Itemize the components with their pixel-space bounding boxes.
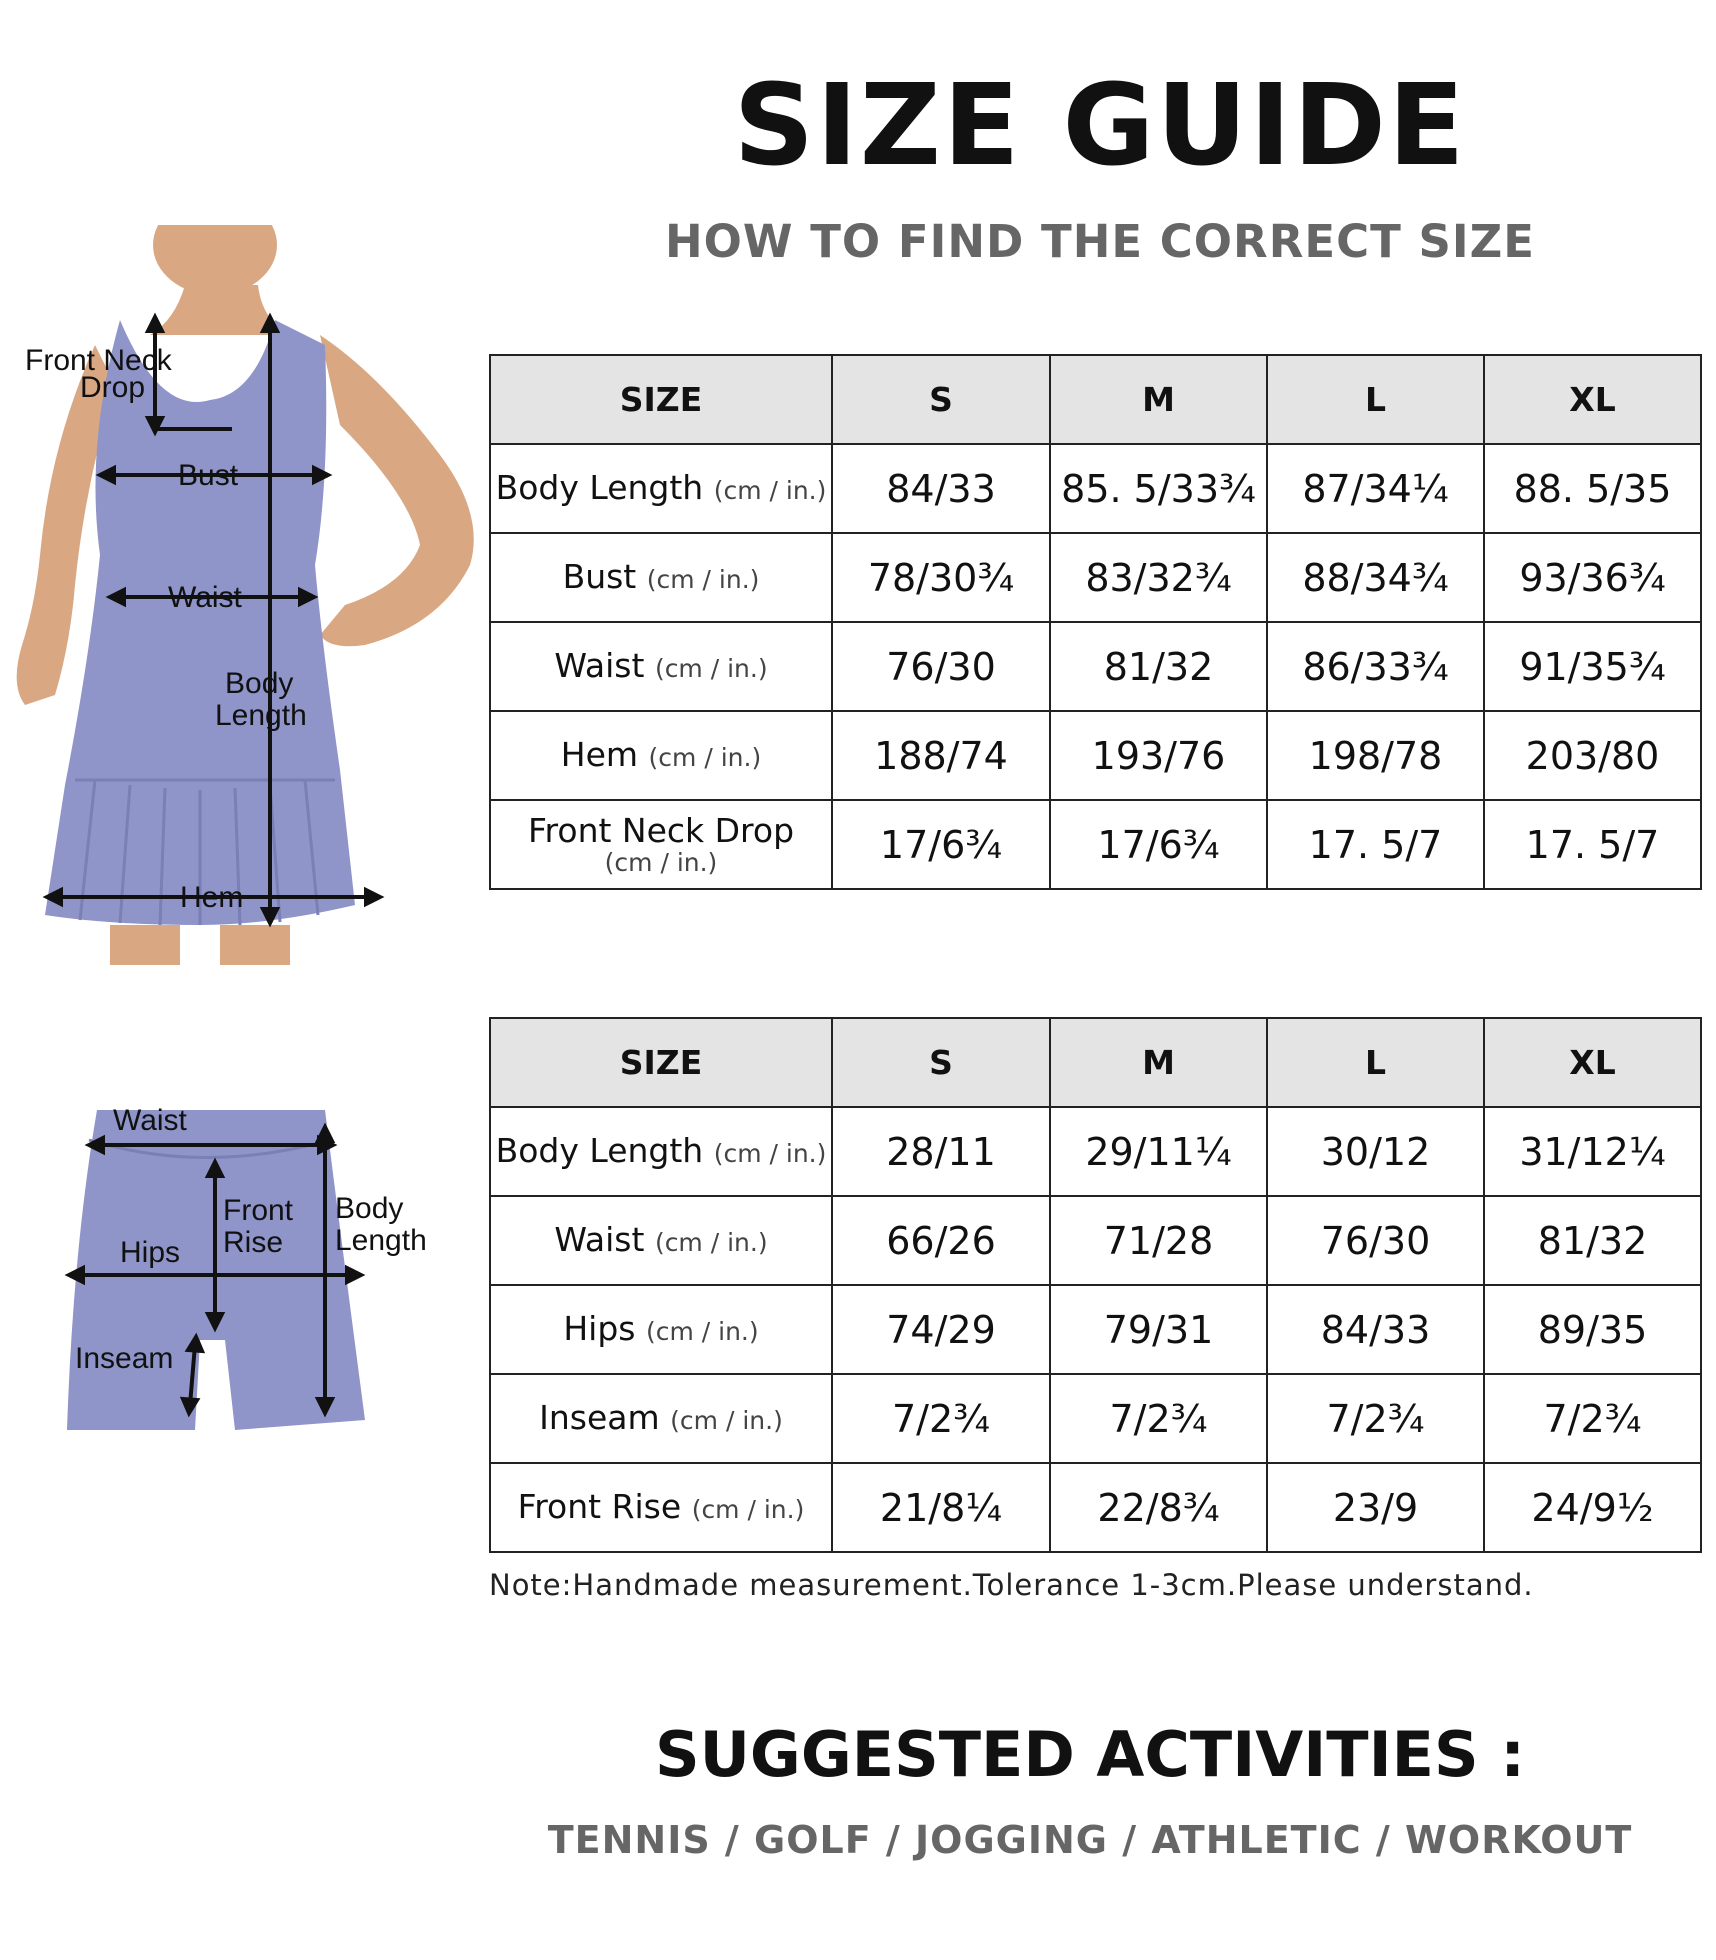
table-row [490, 1196, 1701, 1285]
table-cell: 74/29 [832, 1285, 1050, 1374]
row-label: Waist (cm / in.) [490, 622, 832, 711]
table-row [490, 533, 1701, 622]
dress-figure [0, 225, 490, 965]
row-label: Hem (cm / in.) [490, 711, 832, 800]
unit-label: (cm / in.) [604, 847, 718, 877]
header-l: L [1267, 355, 1484, 444]
table-cell: 91/35¾ [1484, 622, 1701, 711]
table-cell: 22/8¾ [1050, 1463, 1267, 1552]
label-rise: Rise [223, 1226, 284, 1259]
table-cell: 188/74 [832, 711, 1050, 800]
header-size: SIZE [490, 1018, 832, 1107]
table-cell: 76/30 [832, 622, 1050, 711]
unit-label: (cm / in.) [670, 1406, 783, 1436]
label-shorts-waist: Waist [113, 1104, 187, 1137]
unit-label: (cm / in.) [646, 565, 760, 595]
label-hem: Hem [180, 881, 244, 914]
header-l: L [1267, 1018, 1484, 1107]
table-cell: 23/9 [1267, 1463, 1484, 1552]
model-head [153, 225, 277, 295]
table-cell: 21/8¼ [832, 1463, 1050, 1552]
table-row [490, 1285, 1701, 1374]
table-cell: 17. 5/7 [1484, 800, 1701, 889]
right-arm [320, 335, 474, 646]
table-cell: 93/36¾ [1484, 533, 1701, 622]
table-cell: 29/11¼ [1050, 1107, 1267, 1196]
row-label: Front Neck Drop (cm / in.) [490, 800, 832, 889]
header-size: SIZE [490, 355, 832, 444]
unit-label: (cm / in.) [645, 1317, 759, 1347]
table-cell: 85. 5/33¾ [1050, 444, 1267, 533]
dress-size-table [489, 354, 1702, 890]
row-label: Front Rise (cm / in.) [490, 1463, 832, 1552]
table-cell: 7/2¾ [1484, 1374, 1701, 1463]
row-label: Bust (cm / in.) [490, 533, 832, 622]
table-cell: 203/80 [1484, 711, 1701, 800]
row-label: Waist (cm / in.) [490, 1196, 832, 1285]
left-leg [110, 925, 180, 965]
table-cell: 79/31 [1050, 1285, 1267, 1374]
table-cell: 84/33 [832, 444, 1050, 533]
header-s: S [832, 355, 1050, 444]
label-waist: Waist [168, 581, 242, 614]
label-front: Front [223, 1194, 294, 1227]
row-label: Inseam (cm / in.) [490, 1374, 832, 1463]
table-cell: 30/12 [1267, 1107, 1484, 1196]
header-m: M [1050, 1018, 1267, 1107]
table-cell: 7/2¾ [1267, 1374, 1484, 1463]
label-front-neck: Front Neck [25, 344, 172, 377]
table-cell: 86/33¾ [1267, 622, 1484, 711]
table-row [490, 1374, 1701, 1463]
table-cell: 24/9½ [1484, 1463, 1701, 1552]
row-label: Body Length (cm / in.) [490, 444, 832, 533]
table-cell: 66/26 [832, 1196, 1050, 1285]
shorts-figure [55, 1100, 455, 1450]
page-title: SIZE GUIDE [733, 61, 1467, 191]
table-cell: 7/2¾ [1050, 1374, 1267, 1463]
table-cell: 78/30¾ [832, 533, 1050, 622]
table-cell: 81/32 [1484, 1196, 1701, 1285]
header-s: S [832, 1018, 1050, 1107]
table-row [490, 1463, 1701, 1552]
table-cell: 28/11 [832, 1107, 1050, 1196]
header-xl: XL [1484, 355, 1701, 444]
table-row [490, 711, 1701, 800]
tolerance-note: Note:Handmade measurement.Tolerance 1-3cm.Please understand. [489, 1568, 1534, 1602]
header-m: M [1050, 355, 1267, 444]
header-xl: XL [1484, 1018, 1701, 1107]
label-length: Length [215, 699, 307, 732]
label-body: Body [225, 667, 294, 700]
label-hips: Hips [120, 1236, 181, 1269]
table-cell: 17. 5/7 [1267, 800, 1484, 889]
table-cell: 76/30 [1267, 1196, 1484, 1285]
table-cell: 89/35 [1484, 1285, 1701, 1374]
table-row [490, 800, 1701, 889]
table-row [490, 444, 1701, 533]
label-drop: Drop [80, 371, 146, 404]
unit-label: (cm / in.) [654, 1228, 768, 1258]
activities-list: TENNIS / GOLF / JOGGING / ATHLETIC / WORKOUT [547, 1818, 1633, 1862]
shorts-size-table [489, 1017, 1702, 1553]
table-cell: 17/6¾ [832, 800, 1050, 889]
label-bust: Bust [178, 459, 239, 492]
activities-title: SUGGESTED ACTIVITIES : [654, 1718, 1526, 1791]
table-cell: 71/28 [1050, 1196, 1267, 1285]
table-cell: 7/2¾ [832, 1374, 1050, 1463]
table-header-row [490, 1018, 1701, 1107]
label-shorts-length: Length [335, 1224, 427, 1257]
row-label: Body Length (cm / in.) [490, 1107, 832, 1196]
label-inseam: Inseam [75, 1342, 174, 1375]
table-cell: 84/33 [1267, 1285, 1484, 1374]
table-row [490, 622, 1701, 711]
table-cell: 193/76 [1050, 711, 1267, 800]
table-cell: 83/32¾ [1050, 533, 1267, 622]
unit-label: (cm / in.) [713, 476, 827, 506]
right-leg [220, 925, 290, 965]
unit-label: (cm / in.) [648, 743, 762, 773]
table-header-row [490, 355, 1701, 444]
page-subtitle: HOW TO FIND THE CORRECT SIZE [665, 215, 1535, 268]
table-cell: 198/78 [1267, 711, 1484, 800]
unit-label: (cm / in.) [713, 1139, 827, 1169]
table-cell: 88. 5/35 [1484, 444, 1701, 533]
table-cell: 88/34¾ [1267, 533, 1484, 622]
unit-label: (cm / in.) [691, 1495, 805, 1525]
label-shorts-body: Body [335, 1192, 404, 1225]
table-cell: 81/32 [1050, 622, 1267, 711]
unit-label: (cm / in.) [654, 654, 768, 684]
row-label: Hips (cm / in.) [490, 1285, 832, 1374]
table-cell: 31/12¼ [1484, 1107, 1701, 1196]
table-row [490, 1107, 1701, 1196]
table-cell: 87/34¼ [1267, 444, 1484, 533]
table-cell: 17/6¾ [1050, 800, 1267, 889]
